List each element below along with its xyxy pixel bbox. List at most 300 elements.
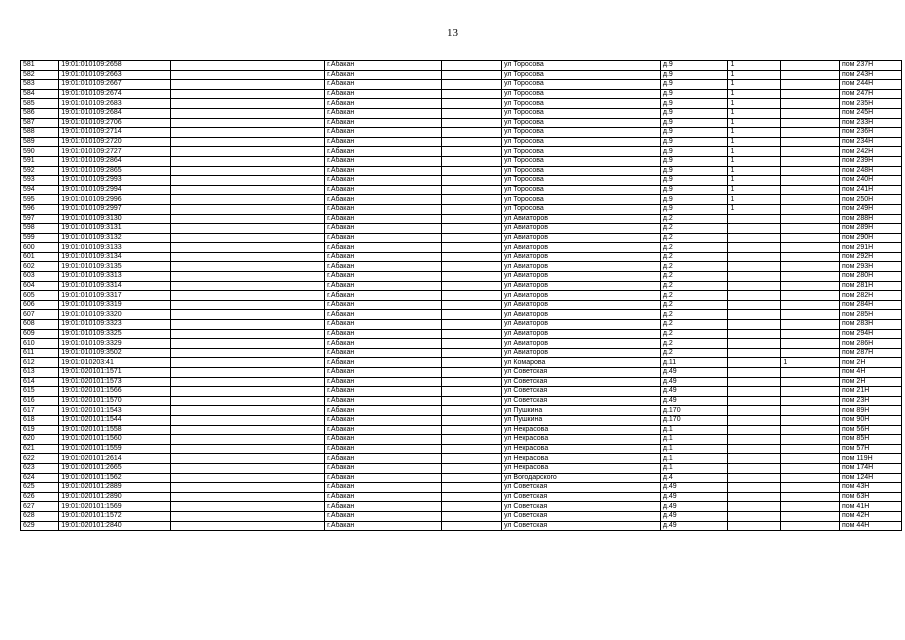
house-number-cell: д.9 [660,70,728,80]
street-cell: ул Авиаторов [502,300,661,310]
empty-column-cell [442,358,502,368]
structure-number-cell [781,118,840,128]
street-cell: ул Советская [502,511,661,521]
table-row [21,70,902,80]
row-number-cell: 625 [21,483,59,493]
empty-column-cell [170,185,324,195]
house-number-cell: д.2 [660,224,728,234]
empty-column-cell [442,291,502,301]
building-number-cell: 1 [728,70,781,80]
structure-number-cell [781,70,840,80]
premises-number-cell: пом 237Н [839,61,901,71]
table-row [21,291,902,301]
street-cell: ул Торосова [502,128,661,138]
structure-number-cell [781,502,840,512]
empty-column-cell [170,137,324,147]
structure-number-cell [781,425,840,435]
premises-number-cell: пом 43Н [839,483,901,493]
house-number-cell: д.9 [660,156,728,166]
cadastral-number-cell: 19:01:010109:3130 [59,214,171,224]
cadastral-number-cell: 19:01:010109:3134 [59,252,171,262]
building-number-cell [728,310,781,320]
premises-number-cell: пом 4Н [839,368,901,378]
street-cell: ул Советская [502,396,661,406]
cadastral-number-cell: 19:01:010109:3502 [59,348,171,358]
house-number-cell: д.49 [660,483,728,493]
street-cell: ул Советская [502,387,661,397]
street-cell: ул Авиаторов [502,252,661,262]
premises-number-cell: пом 2Н [839,358,901,368]
empty-column-cell [442,339,502,349]
row-number-cell: 596 [21,204,59,214]
premises-number-cell: пом 235Н [839,99,901,109]
empty-column-cell [442,348,502,358]
city-cell: г.Абакан [325,320,442,330]
row-number-cell: 590 [21,147,59,157]
empty-column-cell [442,406,502,416]
table-row [21,61,902,71]
premises-number-cell: пом 89Н [839,406,901,416]
empty-column-cell [170,80,324,90]
structure-number-cell [781,387,840,397]
empty-column-cell [170,463,324,473]
cadastral-number-cell: 19:01:010109:3131 [59,224,171,234]
row-number-cell: 594 [21,185,59,195]
premises-number-cell: пом 290Н [839,233,901,243]
building-number-cell [728,435,781,445]
empty-column-cell [442,233,502,243]
empty-column-cell [170,166,324,176]
street-cell: ул Пушкина [502,406,661,416]
city-cell: г.Абакан [325,329,442,339]
empty-column-cell [442,243,502,253]
table-body [21,61,902,531]
building-number-cell [728,406,781,416]
table-row [21,415,902,425]
cadastral-number-cell: 19:01:010109:3133 [59,243,171,253]
building-number-cell [728,396,781,406]
empty-column-cell [170,118,324,128]
house-number-cell: д.49 [660,377,728,387]
premises-number-cell: пом 233Н [839,118,901,128]
structure-number-cell [781,156,840,166]
premises-number-cell: пом 284Н [839,300,901,310]
table-row [21,281,902,291]
building-number-cell: 1 [728,108,781,118]
table-row [21,300,902,310]
row-number-cell: 583 [21,80,59,90]
table-row [21,492,902,502]
table-row [21,368,902,378]
structure-number-cell [781,415,840,425]
table-row [21,511,902,521]
house-number-cell: д.9 [660,80,728,90]
row-number-cell: 615 [21,387,59,397]
street-cell: ул Торосова [502,195,661,205]
house-number-cell: д.2 [660,252,728,262]
street-cell: ул Авиаторов [502,233,661,243]
empty-column-cell [170,89,324,99]
city-cell: г.Абакан [325,387,442,397]
row-number-cell: 598 [21,224,59,234]
city-cell: г.Абакан [325,511,442,521]
street-cell: ул Торосова [502,89,661,99]
empty-column-cell [170,195,324,205]
empty-column-cell [442,502,502,512]
street-cell: ул Некрасова [502,444,661,454]
house-number-cell: д.2 [660,329,728,339]
empty-column-cell [442,511,502,521]
structure-number-cell [781,444,840,454]
cadastral-number-cell: 19:01:010109:3319 [59,300,171,310]
row-number-cell: 622 [21,454,59,464]
structure-number-cell [781,463,840,473]
table-row [21,339,902,349]
house-number-cell: д.9 [660,61,728,71]
empty-column-cell [442,262,502,272]
empty-column-cell [170,128,324,138]
city-cell: г.Абакан [325,89,442,99]
empty-column-cell [442,118,502,128]
empty-column-cell [170,377,324,387]
city-cell: г.Абакан [325,406,442,416]
table-row [21,156,902,166]
structure-number-cell [781,368,840,378]
building-number-cell [728,300,781,310]
street-cell: ул Советская [502,377,661,387]
street-cell: ул Комарова [502,358,661,368]
building-number-cell [728,502,781,512]
building-number-cell: 1 [728,99,781,109]
row-number-cell: 604 [21,281,59,291]
cadastral-number-cell: 19:01:010109:2864 [59,156,171,166]
table-row [21,108,902,118]
cadastral-number-cell: 19:01:020101:1560 [59,435,171,445]
structure-number-cell [781,454,840,464]
house-number-cell: д.9 [660,137,728,147]
structure-number-cell [781,339,840,349]
city-cell: г.Абакан [325,463,442,473]
structure-number-cell [781,272,840,282]
empty-column-cell [170,61,324,71]
empty-column-cell [170,300,324,310]
street-cell: ул Авиаторов [502,214,661,224]
city-cell: г.Абакан [325,339,442,349]
structure-number-cell [781,310,840,320]
street-cell: ул Авиаторов [502,291,661,301]
empty-column-cell [442,89,502,99]
empty-column-cell [170,320,324,330]
empty-column-cell [442,463,502,473]
structure-number-cell [781,89,840,99]
city-cell: г.Абакан [325,195,442,205]
city-cell: г.Абакан [325,358,442,368]
city-cell: г.Абакан [325,492,442,502]
city-cell: г.Абакан [325,454,442,464]
premises-number-cell: пом 41Н [839,502,901,512]
building-number-cell [728,348,781,358]
empty-column-cell [442,176,502,186]
empty-column-cell [170,358,324,368]
empty-column-cell [442,473,502,483]
building-number-cell [728,329,781,339]
empty-column-cell [442,521,502,531]
cadastral-number-cell: 19:01:010109:2683 [59,99,171,109]
table-row [21,396,902,406]
city-cell: г.Абакан [325,108,442,118]
house-number-cell: д.170 [660,415,728,425]
row-number-cell: 617 [21,406,59,416]
city-cell: г.Абакан [325,262,442,272]
street-cell: ул Торосова [502,137,661,147]
city-cell: г.Абакан [325,272,442,282]
premises-number-cell: пом 247Н [839,89,901,99]
house-number-cell: д.49 [660,502,728,512]
cadastral-number-cell: 19:01:010109:3313 [59,272,171,282]
empty-column-cell [170,492,324,502]
property-registry-table [20,60,902,531]
street-cell: ул Пушкина [502,415,661,425]
house-number-cell: д.49 [660,396,728,406]
row-number-cell: 613 [21,368,59,378]
building-number-cell [728,387,781,397]
premises-number-cell: пом 283Н [839,320,901,330]
empty-column-cell [442,425,502,435]
street-cell: ул Некрасова [502,425,661,435]
city-cell: г.Абакан [325,521,442,531]
house-number-cell: д.9 [660,195,728,205]
premises-number-cell: пом 234Н [839,137,901,147]
table-row [21,473,902,483]
street-cell: ул Некрасова [502,463,661,473]
row-number-cell: 602 [21,262,59,272]
street-cell: ул Авиаторов [502,243,661,253]
house-number-cell: д.49 [660,387,728,397]
city-cell: г.Абакан [325,415,442,425]
city-cell: г.Абакан [325,147,442,157]
structure-number-cell [781,329,840,339]
house-number-cell: д.9 [660,89,728,99]
cadastral-number-cell: 19:01:020101:2840 [59,521,171,531]
house-number-cell: д.9 [660,166,728,176]
cadastral-number-cell: 19:01:020101:1571 [59,368,171,378]
structure-number-cell [781,185,840,195]
premises-number-cell: пом 287Н [839,348,901,358]
street-cell: ул Торосова [502,166,661,176]
premises-number-cell: пом 288Н [839,214,901,224]
structure-number-cell [781,137,840,147]
cadastral-number-cell: 19:01:010109:3323 [59,320,171,330]
cadastral-number-cell: 19:01:010109:2667 [59,80,171,90]
house-number-cell: д.9 [660,128,728,138]
house-number-cell: д.4 [660,473,728,483]
structure-number-cell [781,473,840,483]
cadastral-number-cell: 19:01:010109:2997 [59,204,171,214]
empty-column-cell [170,473,324,483]
table-row [21,406,902,416]
building-number-cell [728,272,781,282]
city-cell: г.Абакан [325,291,442,301]
premises-number-cell: пом 239Н [839,156,901,166]
table-row [21,185,902,195]
table-row [21,89,902,99]
city-cell: г.Абакан [325,425,442,435]
empty-column-cell [170,204,324,214]
premises-number-cell: пом 240Н [839,176,901,186]
house-number-cell: д.9 [660,118,728,128]
cadastral-number-cell: 19:01:020101:1569 [59,502,171,512]
empty-column-cell [170,224,324,234]
row-number-cell: 597 [21,214,59,224]
house-number-cell: д.49 [660,368,728,378]
empty-column-cell [442,252,502,262]
empty-column-cell [170,156,324,166]
row-number-cell: 628 [21,511,59,521]
empty-column-cell [442,137,502,147]
row-number-cell: 610 [21,339,59,349]
street-cell: ул Торосова [502,61,661,71]
table-row [21,435,902,445]
empty-column-cell [170,521,324,531]
building-number-cell: 1 [728,137,781,147]
city-cell: г.Абакан [325,166,442,176]
table-row [21,463,902,473]
structure-number-cell [781,252,840,262]
building-number-cell [728,473,781,483]
table-row [21,233,902,243]
empty-column-cell [442,415,502,425]
cadastral-number-cell: 19:01:020101:2665 [59,463,171,473]
table-row [21,147,902,157]
table-row [21,329,902,339]
empty-column-cell [442,281,502,291]
city-cell: г.Абакан [325,310,442,320]
table-row [21,521,902,531]
street-cell: ул Торосова [502,80,661,90]
street-cell: ул Торосова [502,108,661,118]
structure-number-cell [781,396,840,406]
empty-column-cell [170,243,324,253]
house-number-cell: д.2 [660,233,728,243]
street-cell: ул Авиаторов [502,348,661,358]
cadastral-number-cell: 19:01:020101:1570 [59,396,171,406]
cadastral-number-cell: 19:01:010109:2684 [59,108,171,118]
structure-number-cell [781,281,840,291]
building-number-cell: 1 [728,61,781,71]
row-number-cell: 612 [21,358,59,368]
row-number-cell: 603 [21,272,59,282]
street-cell: ул Авиаторов [502,329,661,339]
empty-column-cell [442,61,502,71]
premises-number-cell: пом 236Н [839,128,901,138]
street-cell: ул Авиаторов [502,224,661,234]
row-number-cell: 627 [21,502,59,512]
structure-number-cell [781,204,840,214]
house-number-cell: д.2 [660,320,728,330]
empty-column-cell [442,492,502,502]
empty-column-cell [170,214,324,224]
house-number-cell: д.2 [660,310,728,320]
street-cell: ул Некрасова [502,454,661,464]
street-cell: ул Советская [502,368,661,378]
premises-number-cell: пом 241Н [839,185,901,195]
empty-column-cell [170,310,324,320]
premises-number-cell: пом 249Н [839,204,901,214]
empty-column-cell [170,339,324,349]
cadastral-number-cell: 19:01:010109:2706 [59,118,171,128]
street-cell: ул Торосова [502,147,661,157]
street-cell: ул Авиаторов [502,272,661,282]
cadastral-number-cell: 19:01:020101:1543 [59,406,171,416]
row-number-cell: 588 [21,128,59,138]
empty-column-cell [442,329,502,339]
cadastral-number-cell: 19:01:010109:3320 [59,310,171,320]
table-row [21,118,902,128]
city-cell: г.Абакан [325,473,442,483]
empty-column-cell [170,176,324,186]
building-number-cell: 1 [728,156,781,166]
structure-number-cell [781,483,840,493]
row-number-cell: 585 [21,99,59,109]
premises-number-cell: пом 280Н [839,272,901,282]
table-row [21,310,902,320]
row-number-cell: 600 [21,243,59,253]
building-number-cell [728,511,781,521]
row-number-cell: 608 [21,320,59,330]
empty-column-cell [170,454,324,464]
structure-number-cell [781,166,840,176]
row-number-cell: 618 [21,415,59,425]
structure-number-cell [781,61,840,71]
empty-column-cell [170,70,324,80]
row-number-cell: 624 [21,473,59,483]
house-number-cell: д.2 [660,262,728,272]
building-number-cell [728,358,781,368]
city-cell: г.Абакан [325,185,442,195]
row-number-cell: 629 [21,521,59,531]
empty-column-cell [442,70,502,80]
row-number-cell: 626 [21,492,59,502]
empty-column-cell [442,272,502,282]
street-cell: ул Вогодарского [502,473,661,483]
empty-column-cell [442,166,502,176]
building-number-cell [728,377,781,387]
table-row [21,444,902,454]
street-cell: ул Торосова [502,204,661,214]
empty-column-cell [442,320,502,330]
house-number-cell: д.9 [660,99,728,109]
building-number-cell [728,454,781,464]
table-row [21,502,902,512]
cadastral-number-cell: 19:01:010109:2993 [59,176,171,186]
building-number-cell [728,262,781,272]
city-cell: г.Абакан [325,377,442,387]
building-number-cell: 1 [728,147,781,157]
row-number-cell: 599 [21,233,59,243]
cadastral-number-cell: 19:01:010109:2865 [59,166,171,176]
empty-column-cell [442,195,502,205]
building-number-cell: 1 [728,118,781,128]
row-number-cell: 605 [21,291,59,301]
empty-column-cell [442,483,502,493]
house-number-cell: д.2 [660,348,728,358]
building-number-cell [728,243,781,253]
cadastral-number-cell: 19:01:020101:2889 [59,483,171,493]
structure-number-cell [781,521,840,531]
empty-column-cell [442,396,502,406]
premises-number-cell: пом 90Н [839,415,901,425]
empty-column-cell [442,435,502,445]
